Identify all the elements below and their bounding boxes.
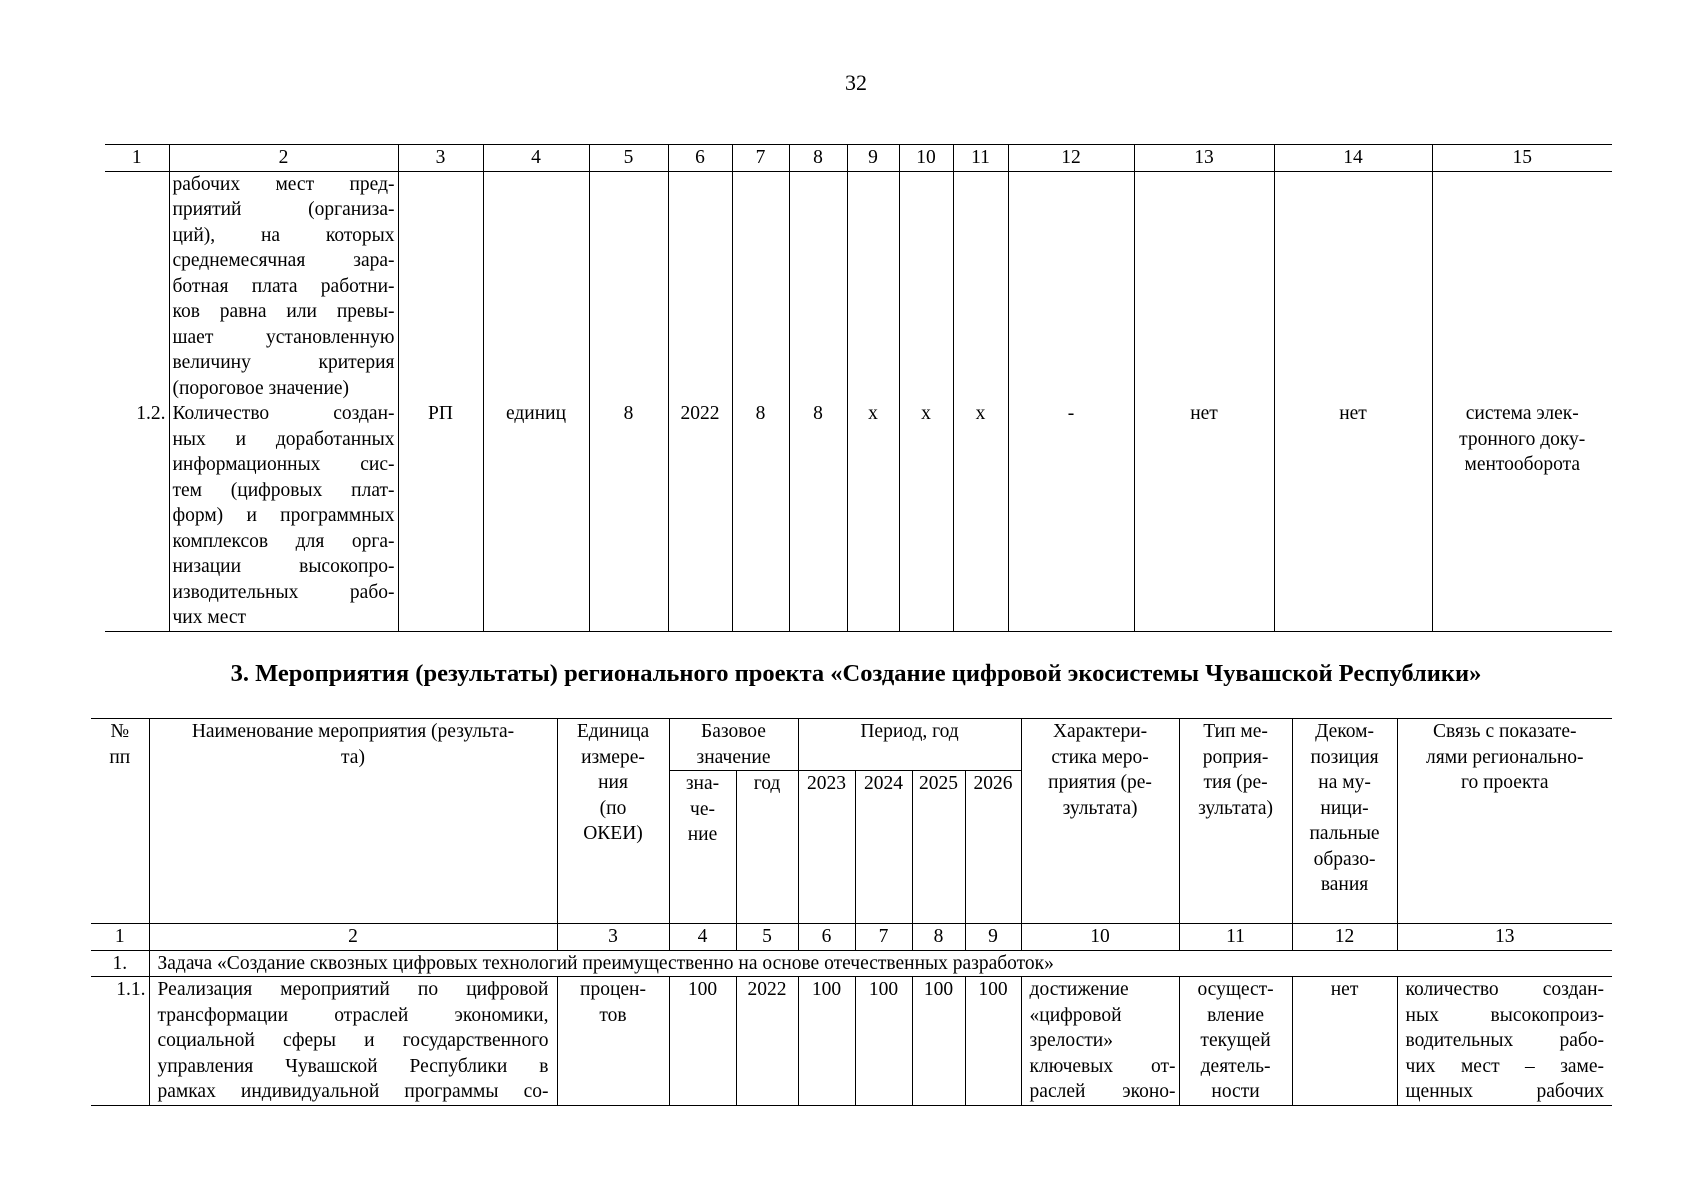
col-num: 2: [169, 145, 398, 172]
col-num: 9: [847, 145, 899, 172]
col-num: 8: [789, 145, 847, 172]
header-decomposition: Деком- позиция на му- ници- пальные образо- вания: [1292, 719, 1397, 924]
col-num: 13: [1134, 145, 1274, 172]
value-cell: х: [847, 401, 899, 631]
col-num: 2: [149, 924, 557, 951]
row-number: 1.2.: [105, 401, 169, 631]
col-num: 13: [1397, 924, 1612, 951]
header-base-year: год: [736, 771, 798, 924]
section-title: 3. Мероприятия (результаты) регионального проекта «Создание цифровой экосистемы Чувашской Республики»: [230, 660, 1482, 687]
unit-cell: единиц: [483, 401, 589, 631]
task-title: Задача «Создание сквозных цифровых технологий преимущественно на основе отечественных разработок»: [149, 950, 1612, 977]
task-number: 1.: [91, 950, 149, 977]
value-cell: 8: [789, 401, 847, 631]
header-unit: Единица измере- ния (по ОКЕИ): [557, 719, 669, 924]
base-value-cell: 100: [669, 977, 736, 1106]
col-num: 14: [1274, 145, 1432, 172]
link-cell: нет: [1274, 401, 1432, 631]
col-num: 5: [589, 145, 668, 172]
value-cell: х: [953, 401, 1008, 631]
header-period: Период, год: [798, 719, 1021, 771]
col-num: 8: [912, 924, 965, 951]
header-num: № пп: [91, 719, 149, 924]
col-num: 4: [483, 145, 589, 172]
link-cell: количество создан- ных высокопроиз- водительных рабо- чих мест – заме- щенных рабочих: [1397, 977, 1612, 1106]
task-row: [91, 950, 1612, 977]
base-value-cell: 8: [589, 401, 668, 631]
base-year-cell: 2022: [736, 977, 798, 1106]
base-year-cell: 2022: [668, 401, 732, 631]
col-num: 12: [1292, 924, 1397, 951]
col-num: 1: [91, 924, 149, 951]
indicator-name: Количество создан- ных и доработанных информационных сис- тем (цифровых плат- форм) и программных комплексов для орга- низации высокопро- изводительных рабо- чих мест: [169, 401, 398, 631]
header-base: Базовое значение: [669, 719, 798, 771]
year-value-2023: 100: [798, 977, 855, 1106]
characteristic-cell: достижение «цифровой зрелости» ключевых от- раслей эконо-: [1021, 977, 1179, 1106]
cell-empty: [105, 171, 169, 401]
header-base-value: зна- че- ние: [669, 771, 736, 924]
table-row: [105, 401, 1612, 631]
header-year: 2023: [798, 771, 855, 797]
decomposition-cell: нет: [1292, 977, 1397, 1106]
unit-cell: процен- тов: [557, 977, 669, 1106]
col-num: 11: [1179, 924, 1292, 951]
header-year: 2026: [965, 771, 1021, 797]
value-cell: х: [899, 401, 953, 631]
col-num: 7: [855, 924, 912, 951]
header-name: Наименование мероприятия (результа- та): [149, 719, 557, 924]
indicators-table: [105, 144, 1612, 632]
value-cell: 8: [732, 401, 789, 631]
table-row: [105, 171, 1612, 401]
page-number: 32: [845, 70, 867, 95]
level-cell: РП: [398, 401, 483, 631]
header-row: [91, 719, 1612, 771]
table-row: [91, 977, 1612, 1106]
col-num: 6: [668, 145, 732, 172]
year-value-2026: 100: [965, 977, 1021, 1106]
column-number-row: [105, 145, 1612, 172]
col-num: 15: [1432, 145, 1612, 172]
header-year: 2024: [855, 771, 912, 797]
document-cell: -: [1008, 401, 1134, 631]
indicator-name: рабочих мест пред- приятий (организа- ций), на которых среднемесячная зара- ботная плата работни- ков равна или превы- шает установленную величину критерия (пороговое значение): [169, 171, 398, 401]
responsible-cell: нет: [1134, 401, 1274, 631]
col-num: 3: [398, 145, 483, 172]
col-num: 6: [798, 924, 855, 951]
year-value-2025: 100: [912, 977, 965, 1106]
header-type: Тип ме- роприя- тия (ре- зультата): [1179, 719, 1292, 924]
year-value-2024: 100: [855, 977, 912, 1106]
col-num: 10: [899, 145, 953, 172]
activities-table: [91, 718, 1612, 1106]
header-year: 2025: [912, 771, 965, 797]
col-num: 12: [1008, 145, 1134, 172]
header-characteristic: Характери- стика меро- приятия (ре- зультата): [1021, 719, 1179, 924]
col-num: 10: [1021, 924, 1179, 951]
col-num: 7: [732, 145, 789, 172]
col-num: 11: [953, 145, 1008, 172]
type-cell: осущест- вление текущей деятель- ности: [1179, 977, 1292, 1106]
row-number: 1.1.: [91, 977, 149, 1106]
col-num: 1: [105, 145, 169, 172]
activity-name: Реализация мероприятий по цифровой трансформации отраслей экономики, социальной сферы и государственного управления Чувашской Республики в рамках индивидуальной программы со-: [149, 977, 557, 1106]
col-num: 5: [736, 924, 798, 951]
col-num: 3: [557, 924, 669, 951]
column-number-row: [91, 924, 1612, 951]
header-link: Связь с показате- лями регионально- го проекта: [1397, 719, 1612, 924]
info-system-cell: система элек- тронного доку- ментооборота: [1432, 401, 1612, 631]
col-num: 9: [965, 924, 1021, 951]
col-num: 4: [669, 924, 736, 951]
